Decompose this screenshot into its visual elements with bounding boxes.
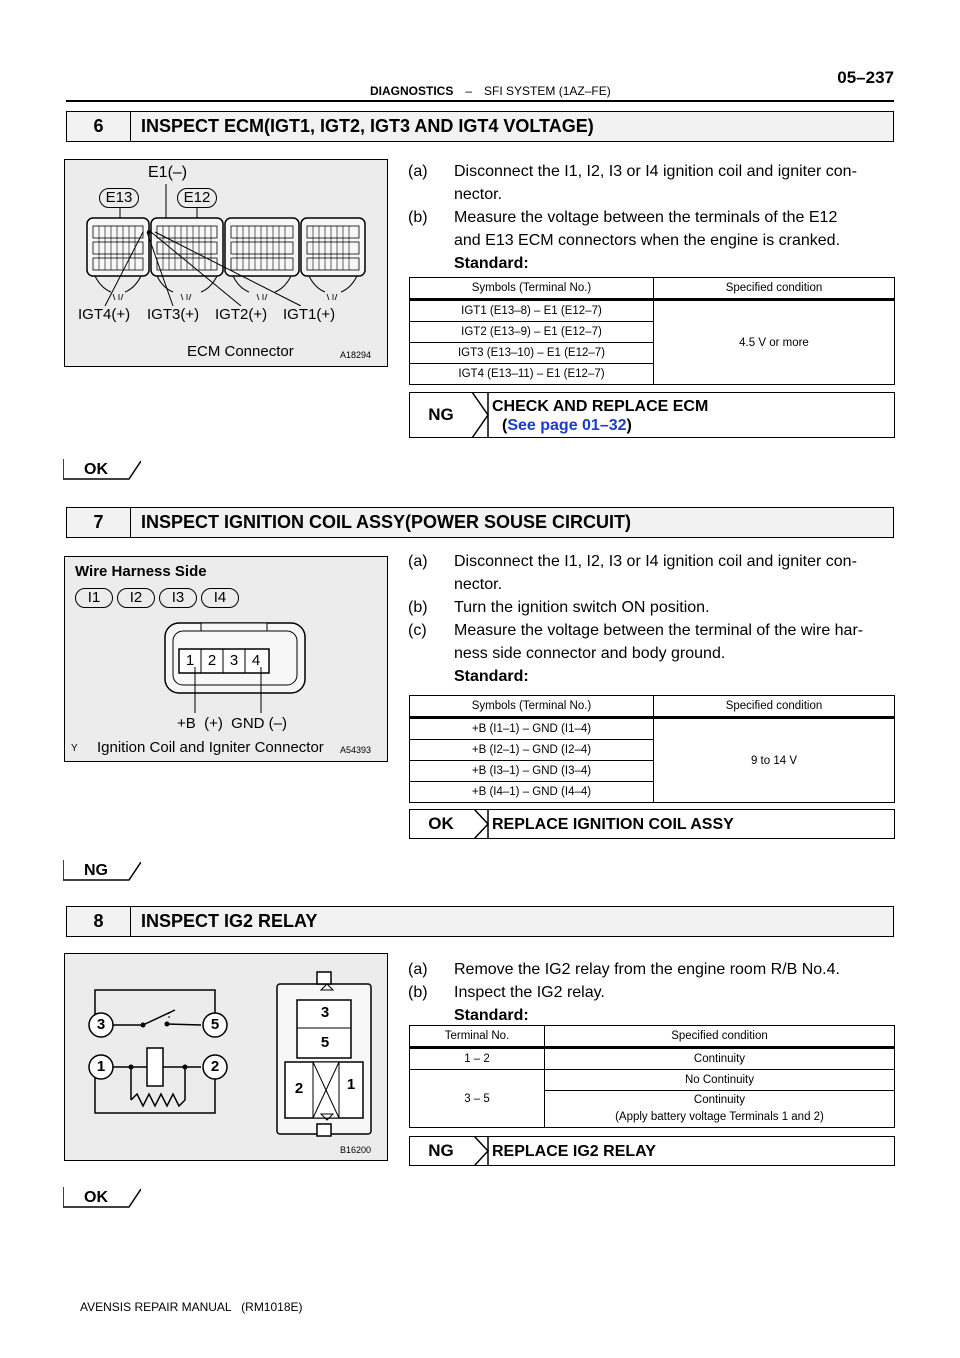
step-8-spec-table — [409, 1025, 895, 1128]
relay-pin-5: 5 — [320, 1034, 330, 1051]
ok-tab — [63, 1187, 141, 1209]
instruction-text: Inspect the IG2 relay. — [454, 984, 605, 1001]
table-header: Specified condition — [654, 696, 895, 718]
step-6-number: 6 — [67, 112, 131, 141]
instruction-text: Disconnect the I1, I2, I3 or I4 ignition coil and igniter con- — [454, 553, 857, 570]
standard-label: Standard: — [454, 255, 529, 272]
table-cell-line: Continuity — [693, 1094, 746, 1106]
pin-1: 1 — [185, 652, 195, 669]
tab-label: OK — [84, 461, 108, 478]
step-6-title: INSPECT ECM(IGT1, IGT2, IGT3 AND IGT4 VOLTAGE) — [141, 116, 594, 136]
igt3-label: IGT3(+) — [147, 306, 200, 323]
terminal-5-label: 5 — [210, 1016, 220, 1033]
pin-4: 4 — [251, 652, 261, 669]
step-7-spec-table — [409, 695, 895, 803]
table-cell: No Continuity — [545, 1070, 895, 1091]
table-cell: 1 – 2 — [410, 1048, 545, 1070]
step-7-bar — [66, 507, 894, 538]
instruction-label: (b) — [408, 599, 428, 616]
instruction-text: Measure the voltage between the terminal of the wire har- — [454, 622, 864, 639]
table-cell: +B (I4–1) – GND (I4–4) — [410, 782, 654, 803]
instruction-continuation: nector. — [454, 186, 503, 203]
step-7-title: INSPECT IGNITION COIL ASSY(POWER SOUSE CIRCUIT) — [141, 512, 632, 532]
header-section: DIAGNOSTICS — [370, 84, 454, 98]
ig2-relay-figure — [64, 953, 388, 1161]
standard-label: Standard: — [454, 668, 529, 685]
figure-code: A18294 — [340, 350, 372, 360]
result-arrow-icon — [460, 392, 494, 438]
table-header: Specified condition — [545, 1026, 895, 1048]
instruction-text: Turn the ignition switch ON position. — [454, 599, 710, 616]
step-6-bar — [66, 111, 894, 142]
result-message — [492, 397, 708, 435]
pin-2: 2 — [207, 652, 217, 669]
igniter-connector-figure — [64, 556, 388, 762]
table-cell-line: (Apply battery voltage Terminals 1 and 2) — [615, 1111, 824, 1123]
result-action: CHECK AND REPLACE ECM — [492, 398, 709, 415]
figure-caption: ECM Connector — [187, 343, 294, 360]
step-8-instructions — [408, 958, 898, 1030]
table-cell — [545, 1091, 895, 1128]
header-subsection: SFI SYSTEM (1AZ–FE) — [484, 84, 611, 98]
step-8-number: 8 — [67, 907, 131, 936]
relay-pin-3: 3 — [320, 1004, 330, 1021]
result-arrow-icon — [460, 809, 494, 839]
result-action: REPLACE IG2 RELAY — [492, 1143, 656, 1160]
i3-tag: I3 — [159, 588, 197, 608]
i2-tag: I2 — [117, 588, 155, 608]
step-6-spec-table — [409, 277, 895, 385]
see-page-link[interactable]: See page 01–32 — [507, 417, 627, 434]
step-7-instructions — [408, 550, 898, 690]
instruction-text: Remove the IG2 relay from the engine room R/B No.4. — [454, 961, 840, 978]
relay-pin-2: 2 — [294, 1080, 304, 1097]
figure-code: A54393 — [340, 745, 372, 755]
instruction-text: Disconnect the I1, I2, I3 or I4 ignition coil and igniter con- — [454, 163, 857, 180]
terminal-3-label: 3 — [96, 1016, 106, 1033]
instruction-label: (b) — [408, 984, 428, 1001]
header-separator: – — [465, 84, 473, 98]
table-cell: +B (I1–1) – GND (I1–4) — [410, 718, 654, 740]
step-8-bar — [66, 906, 894, 937]
e1-label: E1(–) — [148, 164, 188, 181]
ecm-connector-figure — [64, 159, 388, 367]
footer: AVENSIS REPAIR MANUAL (RM1018E) — [80, 1300, 303, 1314]
instruction-label: (a) — [408, 553, 428, 570]
i1-tag: I1 — [75, 588, 113, 608]
instruction-continuation: nector. — [454, 576, 503, 593]
table-header: Symbols (Terminal No.) — [410, 696, 654, 718]
header-rule — [66, 100, 894, 102]
table-header: Terminal No. — [410, 1026, 545, 1048]
result-paren-open: ( — [502, 417, 508, 434]
result-code: OK — [428, 814, 454, 833]
instruction-label: (a) — [408, 961, 428, 978]
table-cell: IGT3 (E13–10) – E1 (E12–7) — [410, 343, 654, 364]
e12-tag: E12 — [177, 188, 217, 208]
igt2-label: IGT2(+) — [215, 306, 268, 323]
table-cell: Continuity — [545, 1048, 895, 1070]
igt4-label: IGT4(+) — [78, 306, 131, 323]
step-8-title: INSPECT IG2 RELAY — [141, 911, 318, 931]
instruction-continuation: and E13 ECM connectors when the engine is cranked. — [454, 232, 841, 249]
result-code: NG — [428, 405, 454, 424]
tab-label: OK — [84, 1189, 108, 1206]
step-7-result — [409, 809, 895, 839]
e13-tag: E13 — [99, 188, 139, 208]
table-cell-condition: 9 to 14 V — [654, 718, 895, 803]
table-header: Symbols (Terminal No.) — [410, 278, 654, 300]
tab-label: NG — [84, 862, 108, 879]
table-cell: IGT1 (E13–8) – E1 (E12–7) — [410, 300, 654, 322]
page-number: 05–237 — [837, 68, 894, 87]
step-6-result — [409, 392, 895, 438]
table-header: Specified condition — [654, 278, 895, 300]
figure-heading: Wire Harness Side — [75, 563, 207, 580]
igt1-label: IGT1(+) — [283, 306, 336, 323]
instruction-label: (b) — [408, 209, 428, 226]
figure-code: B16200 — [340, 1145, 372, 1155]
step-7-number: 7 — [67, 508, 131, 537]
instruction-continuation: ness side connector and body ground. — [454, 645, 726, 662]
pin-3: 3 — [229, 652, 239, 669]
table-cell: +B (I2–1) – GND (I2–4) — [410, 740, 654, 761]
instruction-text: Measure the voltage between the terminals of the E12 — [454, 209, 838, 226]
result-action: REPLACE IGNITION COIL ASSY — [492, 816, 734, 833]
terminal-1-label: 1 — [96, 1058, 106, 1075]
table-cell: +B (I3–1) – GND (I3–4) — [410, 761, 654, 782]
terminal-2-label: 2 — [210, 1058, 220, 1075]
result-code: NG — [428, 1141, 454, 1160]
relay-pin-1: 1 — [346, 1076, 356, 1093]
result-paren-close: ) — [626, 417, 632, 434]
table-cell-condition: 4.5 V or more — [654, 300, 895, 385]
table-cell: 3 – 5 — [410, 1070, 545, 1128]
ok-tab — [63, 459, 141, 481]
running-header — [370, 84, 611, 98]
result-arrow-icon — [460, 1136, 494, 1166]
step-6-instructions — [408, 160, 898, 280]
table-cell: IGT4 (E13–11) – E1 (E12–7) — [410, 364, 654, 385]
instruction-label: (c) — [408, 622, 427, 639]
table-cell: IGT2 (E13–9) – E1 (E12–7) — [410, 322, 654, 343]
ig2-relay-drawing — [65, 954, 386, 1159]
instruction-label: (a) — [408, 163, 428, 180]
figure-corner-mark: Y — [71, 743, 78, 754]
i4-tag: I4 — [201, 588, 239, 608]
step-8-result — [409, 1136, 895, 1166]
ng-tab — [63, 860, 141, 882]
figure-caption: Ignition Coil and Igniter Connector — [97, 739, 324, 756]
standard-label: Standard: — [454, 1007, 529, 1024]
terminal-labels: +B (+) GND (–) — [177, 715, 288, 732]
